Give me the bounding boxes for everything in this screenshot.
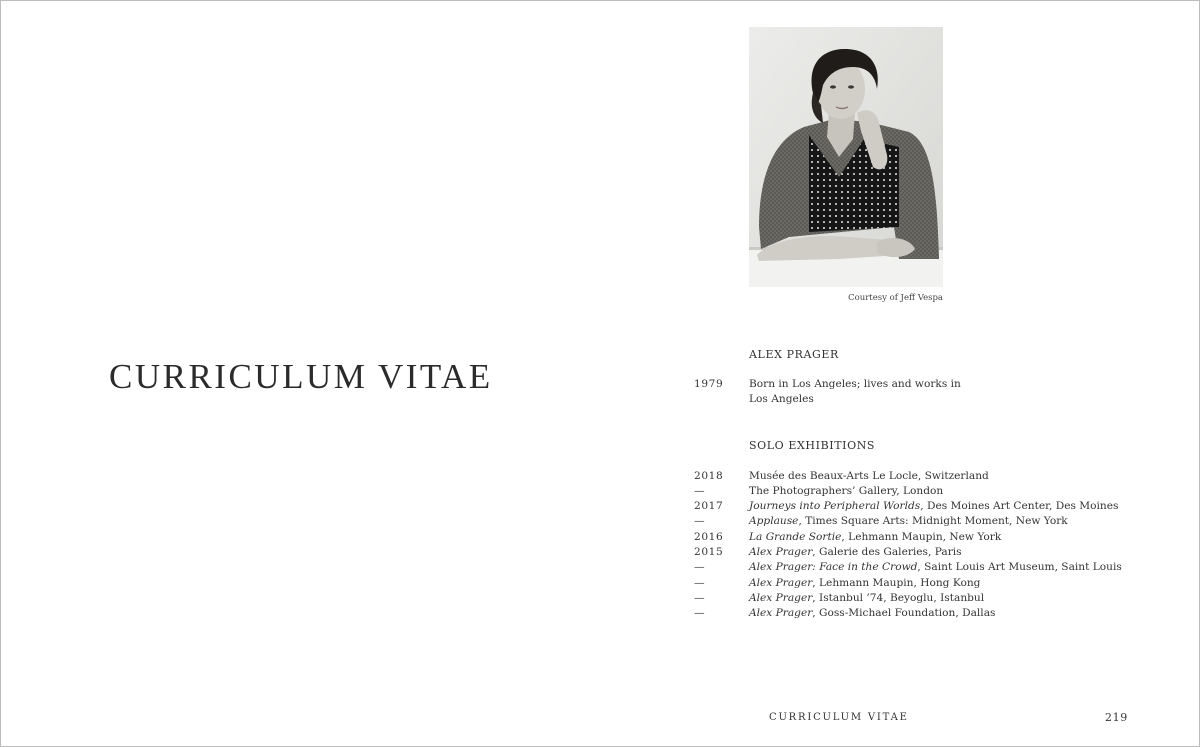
exhibition-year: 2015 (694, 546, 724, 558)
exhibition-desc (749, 499, 1118, 514)
exhibition-venue: , Lehmann Maupin, Hong Kong (812, 577, 981, 589)
exhibition-row (694, 591, 1154, 606)
exhibition-title: Alex Prager (749, 577, 813, 589)
exhibition-title: Journeys into Peripheral Worlds (749, 500, 921, 512)
exhibition-row (694, 545, 1154, 560)
photo-caption: Courtesy of Jeff Vespa (848, 293, 943, 303)
artist-name: ALEX PRAGER (749, 348, 839, 361)
exhibition-year: 2016 (694, 531, 724, 543)
page-number: 219 (1105, 711, 1128, 724)
exhibition-desc (749, 591, 984, 606)
exhibition-venue: , Des Moines Art Center, Des Moines (920, 500, 1119, 512)
exhibition-desc (749, 484, 943, 499)
portrait-illustration (749, 27, 943, 287)
exhibition-row (694, 576, 1154, 591)
exhibition-desc (749, 560, 1122, 575)
exhibition-row (694, 469, 1154, 484)
exhibition-venue: , Galerie des Galeries, Paris (812, 546, 962, 558)
exhibition-venue: , Istanbul ’74, Beyoglu, Istanbul (812, 592, 985, 604)
exhibition-venue: , Times Square Arts: Midnight Moment, New York (798, 515, 1068, 527)
exhibition-title: Alex Prager (749, 607, 813, 619)
exhibition-row (694, 484, 1154, 499)
solo-exhibitions-heading: SOLO EXHIBITIONS (749, 439, 876, 452)
exhibition-desc (749, 576, 980, 591)
exhibition-desc (749, 530, 1001, 545)
exhibition-venue: Musée des Beaux-Arts Le Locle, Switzerland (749, 470, 989, 482)
exhibition-venue: The Photographers’ Gallery, London (749, 485, 944, 497)
exhibition-year: — (694, 515, 706, 527)
exhibition-row (694, 560, 1154, 575)
exhibition-title: La Grande Sortie (749, 531, 842, 543)
exhibition-year: — (694, 485, 706, 497)
exhibition-desc (749, 469, 989, 484)
exhibition-year: 2018 (694, 470, 724, 482)
birth-statement (749, 377, 979, 407)
exhibition-desc (749, 606, 995, 621)
exhibition-venue: , Goss-Michael Foundation, Dallas (812, 607, 996, 619)
running-footer-title: CURRICULUM VITAE (769, 712, 909, 723)
exhibition-title: Alex Prager (749, 546, 813, 558)
exhibition-year: — (694, 577, 706, 589)
exhibition-title: Alex Prager: Face in the Crowd (749, 561, 918, 573)
exhibition-venue: , Saint Louis Art Museum, Saint Louis (917, 561, 1122, 573)
exhibition-row (694, 499, 1154, 514)
exhibition-row (694, 514, 1154, 529)
exhibition-venue: , Lehmann Maupin, New York (841, 531, 1002, 543)
exhibition-year: — (694, 592, 706, 604)
exhibition-row (694, 606, 1154, 621)
page-title: CURRICULUM VITAE (109, 357, 493, 396)
exhibition-title: Alex Prager (749, 592, 813, 604)
exhibition-title: Applause (749, 515, 799, 527)
exhibition-row (694, 530, 1154, 545)
exhibition-desc (749, 545, 962, 560)
birth-line: Born in Los Angeles; lives and works in (749, 378, 961, 390)
exhibition-desc (749, 514, 1068, 529)
birth-line: Los Angeles (749, 393, 814, 405)
exhibition-year: — (694, 607, 706, 619)
exhibition-year: 2017 (694, 500, 724, 512)
birth-year: 1979 (694, 378, 724, 390)
exhibition-year: — (694, 561, 706, 573)
portrait-photo (749, 27, 943, 287)
